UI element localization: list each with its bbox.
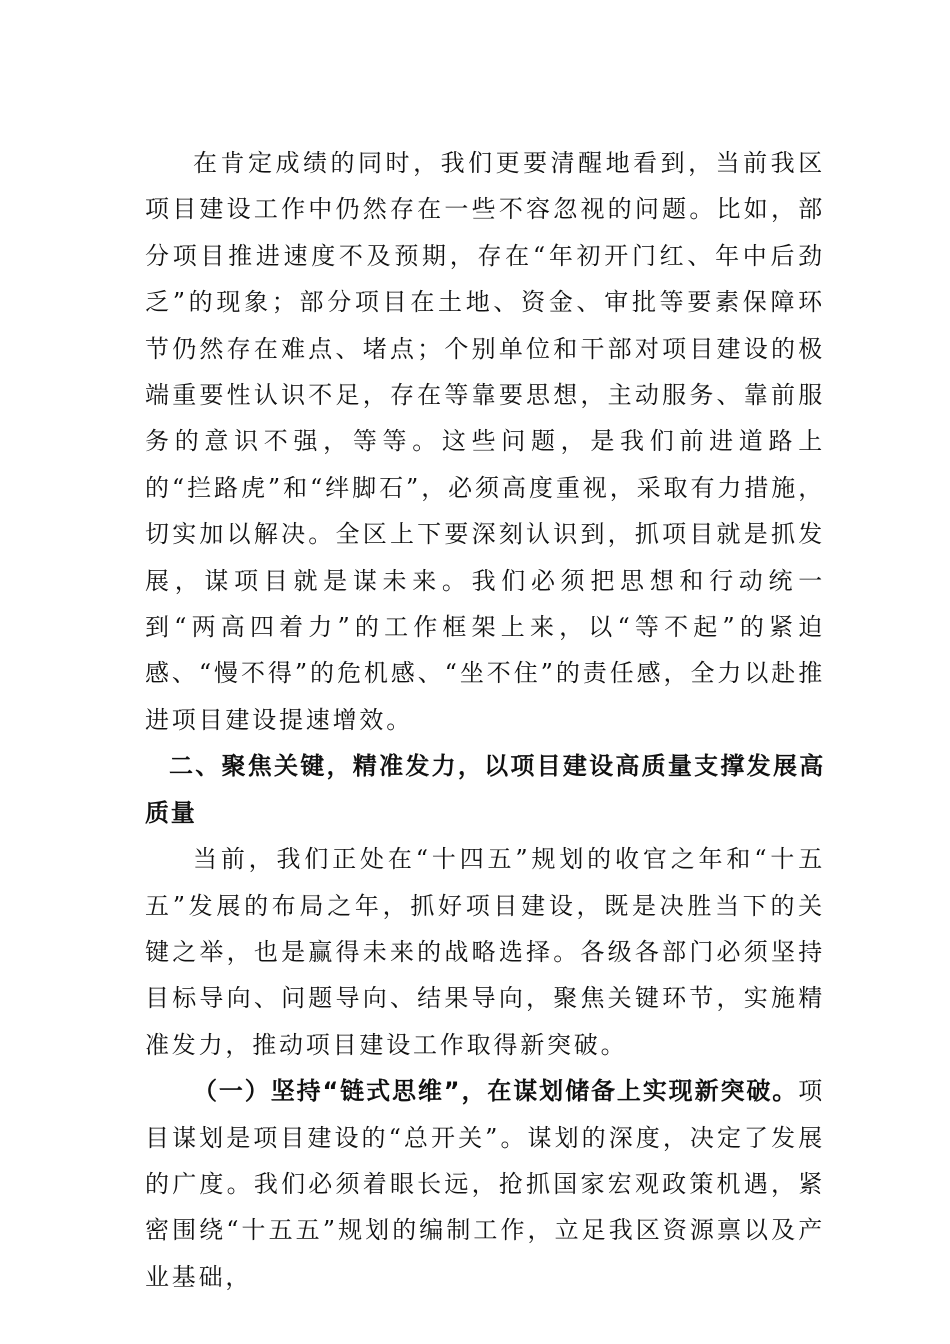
- subsection-heading-1: （一）坚持“链式思维”，在谋划储备上实现新突破。: [193, 1077, 799, 1106]
- body-paragraph-problems: 在肯定成绩的同时，我们更要清醒地看到，当前我区项目建设工作中仍然存在一些不容忽视的问题。比如，部分项目推进速度不及预期，存在“年初开门红、年中后劲乏”的现象；部分项目在土地、资金、审批等要素保障环节仍然存在难点、堵点；个别单位和干部对项目建设的极端重要性认识不足，存在等靠要思想，主动服务、靠前服务的意识不强，等等。这些问题，是我们前进道路上的“拦路虎”和“绊脚石”，必须高度重视，采取有力措施，切实加以解决。全区上下要深刻认识到，抓项目就是抓发展，谋项目就是谋未来。我们必须把思想和行动统一到“两高四着力”的工作框架上来，以“等不起”的紧迫感、“慢不得”的危机感、“坐不住”的责任感，全力以赴推进项目建设提速增效。: [145, 149, 825, 734]
- section-heading-2: 二、聚焦关键，精准发力，以项目建设高质量支撑发展高质量: [145, 752, 825, 827]
- body-paragraph-current-period: 当前，我们正处在“十四五”规划的收官之年和“十五五”发展的布局之年，抓好项目建设，既是决胜当下的关键之举，也是赢得未来的战略选择。各级各部门必须坚持目标导向、问题导向、结果导向，聚焦关键环节，实施精准发力，推动项目建设工作取得新突破。: [145, 845, 825, 1059]
- subsection-text-1: 项目谋划是项目建设的“总开关”。谋划的深度，决定了发展的广度。我们必须着眼长远，抢抓国家宏观政策机遇，紧密围绕“十五五”规划的编制工作，立足我区资源禀以及产业基础，: [145, 1077, 825, 1291]
- document-body: [145, 140, 825, 1300]
- body-paragraph-chain-thinking: [145, 1068, 825, 1300]
